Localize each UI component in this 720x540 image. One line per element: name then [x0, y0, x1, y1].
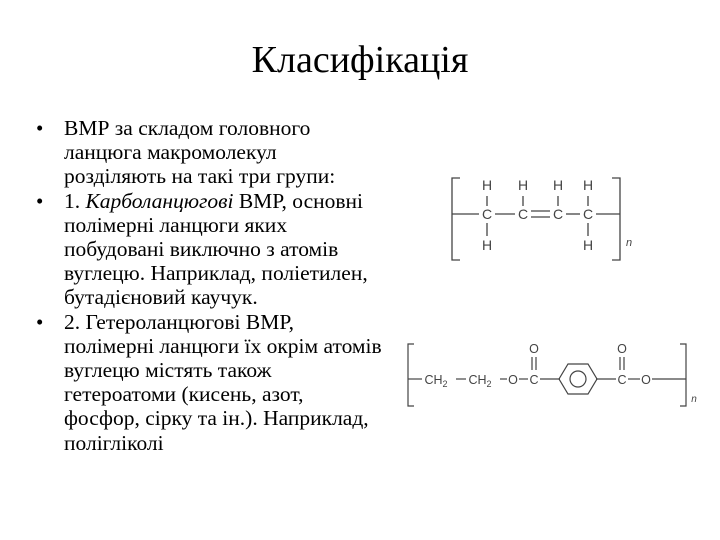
atom-h: H	[552, 177, 564, 193]
bullet-marker: •	[36, 309, 44, 334]
butadiene-structure	[440, 168, 680, 268]
atom-c: C	[529, 373, 539, 387]
atom-c: C	[517, 206, 529, 222]
bullet-marker: •	[36, 188, 44, 213]
bullet-marker: •	[36, 116, 44, 140]
atom-o: O	[641, 373, 651, 387]
bullet-italic-term: Карболанцюгові	[85, 188, 234, 213]
atom-o: O	[529, 342, 539, 356]
atom-c: C	[617, 373, 627, 387]
bullet-item	[34, 189, 384, 310]
atom-h: H	[481, 237, 493, 253]
bullet-item	[34, 116, 384, 189]
atom-o: O	[508, 373, 518, 387]
atom-o: O	[617, 342, 627, 356]
bullet-item	[34, 310, 384, 455]
bullet-text: ВМР за складом головного ланцюга макромолекул розділяють на такі три групи:	[64, 116, 336, 189]
atom-h: H	[517, 177, 529, 193]
atom-h: H	[582, 177, 594, 193]
atom-h: H	[481, 177, 493, 193]
bullet-text-continued: ВМР, основні полімерні ланцюги яких побудовані виключно з атомів вуглецю. Наприклад, поліетилен, бутадієновий каучук.	[64, 188, 368, 310]
atom-c: C	[582, 206, 594, 222]
atom-h: H	[582, 237, 594, 253]
bullet-list	[34, 116, 384, 455]
repeat-subscript: n	[625, 237, 633, 249]
bullet-text: 1.	[64, 188, 86, 213]
repeat-subscript: n	[691, 394, 697, 405]
group-ch2: $CH_2$	[424, 373, 448, 389]
atom-c: C	[481, 206, 493, 222]
polyester-structure	[400, 336, 710, 416]
bullet-text: 2. Гетероланцюгові ВМР, полімерні ланцюги їх окрім атомів вуглецю містять також гетероатоми (кисень, азот, фосфор, сірку та ін.). Наприклад, полігліколі	[64, 309, 382, 455]
atom-c: C	[552, 206, 564, 222]
slide-title: Класифікація	[251, 39, 469, 81]
group-ch2: $CH_2$	[468, 373, 492, 389]
